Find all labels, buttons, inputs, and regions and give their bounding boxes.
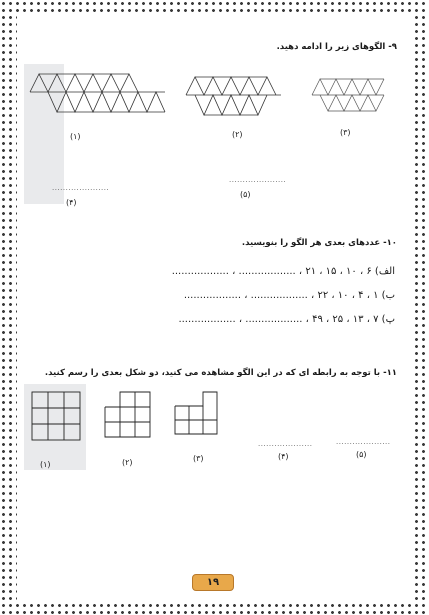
- triangle-pattern-2: [186, 75, 281, 120]
- pattern-4-caption: (۴): [66, 198, 77, 207]
- separator: ،: [238, 314, 243, 325]
- pattern-5-blank: .....................: [229, 176, 287, 184]
- figure-4-blank: ....................: [258, 440, 313, 448]
- row-label: ب): [381, 290, 395, 301]
- question-9-title: ۹- الگوهای زیر را ادامه دهید.: [276, 42, 397, 52]
- sequence-values: ۱ ، ۴ ، ۱۰ ، ۲۲ ،: [311, 290, 379, 301]
- figure-3-caption: (۳): [193, 454, 204, 463]
- row-label: الف): [374, 266, 395, 277]
- figure-4-caption: (۴): [278, 452, 289, 461]
- pattern-2-caption: (۲): [232, 130, 243, 139]
- square-figure-1: [32, 392, 80, 440]
- pattern-5-caption: (۵): [240, 190, 251, 199]
- sequence-row-b: [184, 290, 395, 301]
- triangle-pattern-3: [312, 77, 384, 117]
- separator: ،: [244, 290, 248, 301]
- answer-blank[interactable]: ..................: [245, 314, 303, 325]
- pattern-3-caption: (۳): [340, 128, 351, 137]
- square-figure-3: [175, 392, 217, 434]
- figure-1-caption: (۱): [40, 460, 51, 469]
- answer-blank[interactable]: ..................: [238, 266, 296, 277]
- answer-blank[interactable]: ..................: [178, 314, 236, 325]
- separator: ،: [232, 266, 236, 277]
- figure-5-blank: ....................: [336, 438, 391, 446]
- question-10-title: ۱۰- عددهای بعدی هر الگو را بنویسید.: [241, 238, 397, 248]
- figure-5-caption: (۵): [356, 450, 367, 459]
- page-number-badge: ۱۹: [192, 574, 234, 591]
- pattern-1-caption: (۱): [70, 132, 81, 141]
- answer-blank[interactable]: ..................: [250, 290, 308, 301]
- sequence-values: ۷ ، ۱۳ ، ۲۵ ، ۴۹ ،: [305, 314, 379, 325]
- pattern-4-blank: .....................: [52, 184, 110, 192]
- sequence-values: ۶ ، ۱۰ ، ۱۵ ، ۲۱ ،: [298, 266, 372, 277]
- row-label: پ): [381, 314, 395, 325]
- sequence-row-a: [172, 266, 395, 277]
- answer-blank[interactable]: ..................: [171, 266, 229, 277]
- triangle-pattern-1: [30, 72, 165, 117]
- figure-2-caption: (۲): [122, 458, 133, 467]
- question-11-title: ۱۱- با توجه به رابطه ای که در این الگو مشاهده می کنید، دو شکل بعدی را رسم کنید.: [44, 368, 397, 378]
- sequence-row-c: [178, 314, 395, 325]
- square-figure-2: [105, 392, 150, 437]
- answer-blank[interactable]: ..................: [183, 290, 242, 301]
